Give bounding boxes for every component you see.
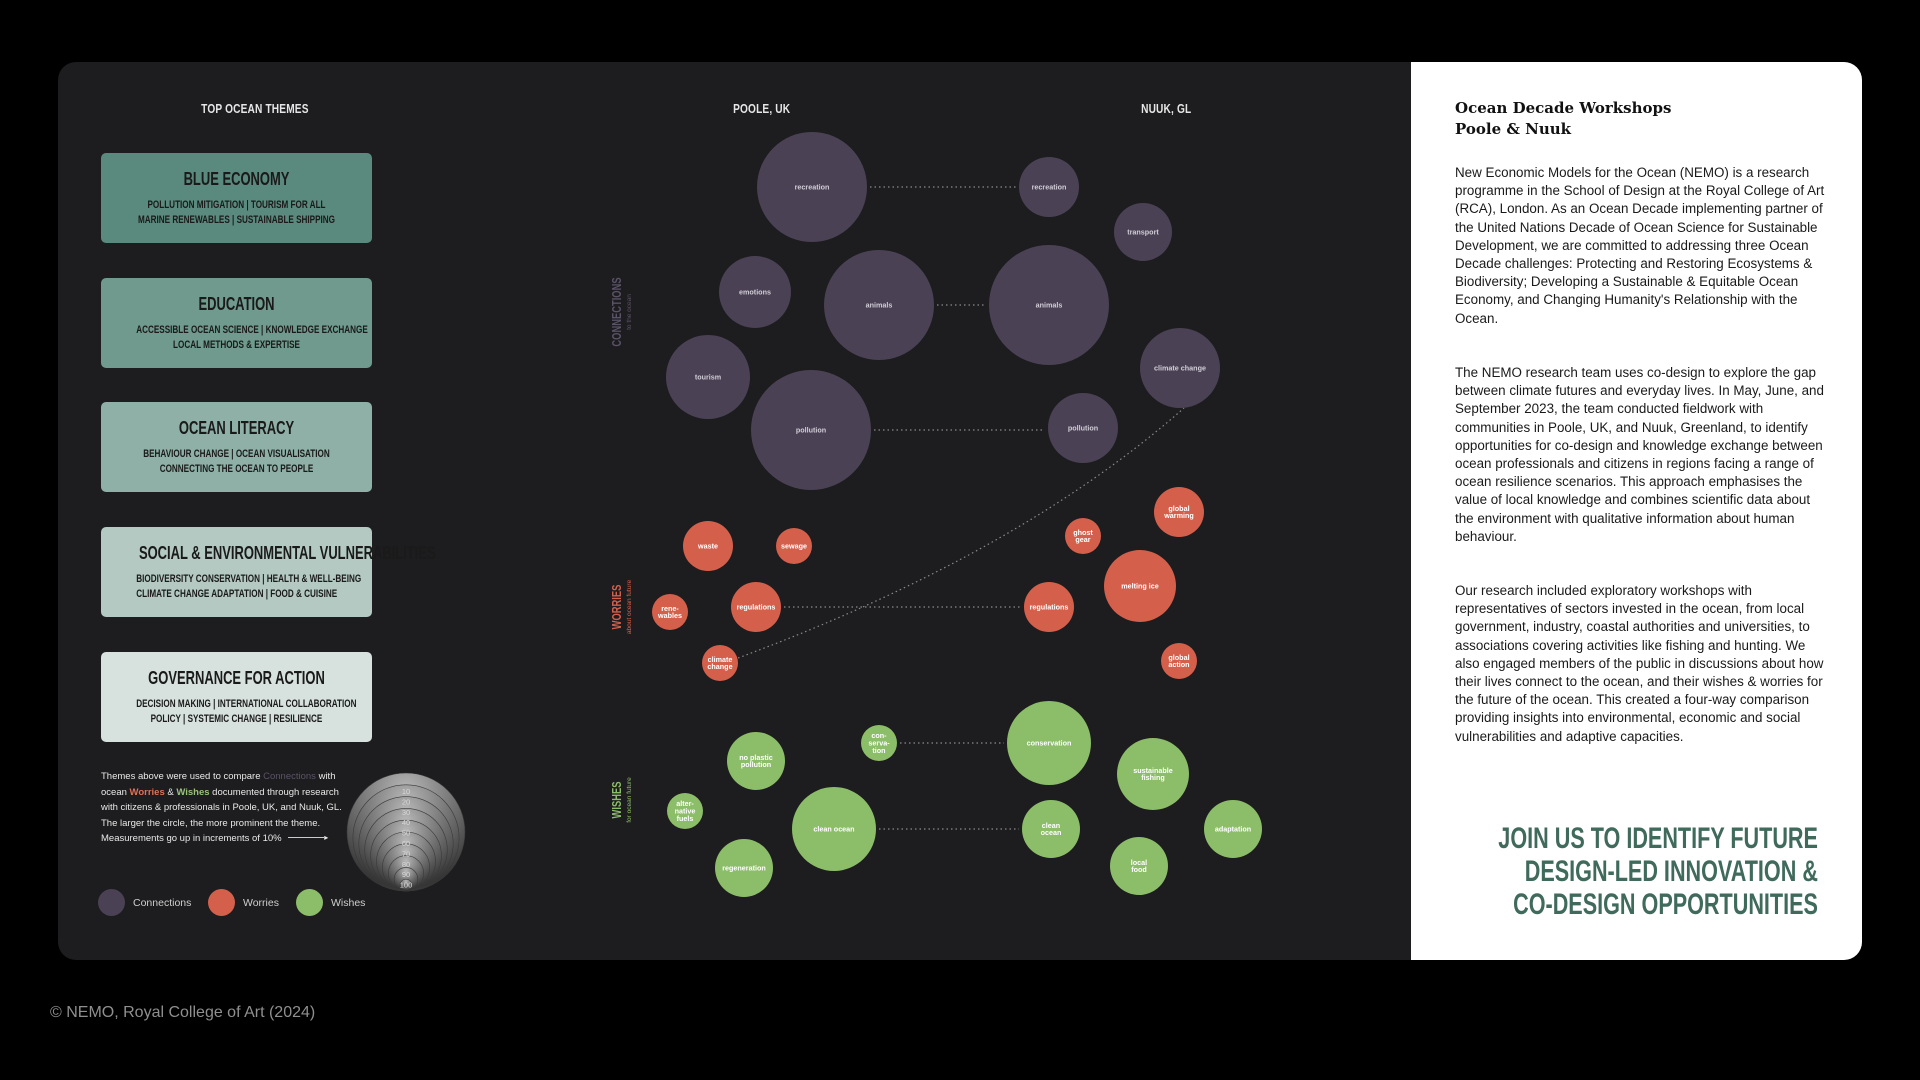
cta-line-3: CO-DESIGN OPPORTUNITIES [1513,888,1818,921]
bubble-connection [751,370,871,490]
row-label [611,777,633,823]
row-label [611,580,633,635]
scale-tick-label: 20 [401,797,411,807]
bubble-label: regeneration [722,863,766,873]
note-text-3: documented through research with citizens & professionals in Poole, UK, and Nuuk, GL. The larger the circle, the more prominent the theme. Measurements go up in increments of 10% [101,786,342,844]
theme-subtitle: CLIMATE CHANGE ADAPTATION | FOOD & CUISINE [136,588,338,600]
bubble-connection [757,132,867,242]
bubble-worry [1154,487,1204,537]
bubble-connection [1019,157,1079,217]
call-to-action[interactable] [1498,822,1818,921]
scale-tick-label: 30 [401,807,411,817]
bubble-worry [702,645,738,681]
bubble-connection [719,256,791,328]
theme-title: GOVERNANCE FOR ACTION [148,668,325,688]
bubble-label: melting ice [1121,581,1159,591]
scale-tick-label: 50 [401,828,411,838]
bubble-connection [1140,328,1220,408]
legend-label: Wishes [331,896,366,909]
row-label [611,277,633,346]
bubble-label: animals [1035,300,1063,310]
bubble-worry [1161,643,1197,679]
bubble-wish [727,732,785,790]
info-title-line1: Ocean Decade Workshops [1455,99,1672,117]
column-poole: POOLE, UK [733,101,791,116]
legend-label: Worries [243,896,279,909]
bubble-wish [861,725,897,761]
bubble-label: climate change [1154,363,1206,373]
bubble-label: regulations [1029,602,1069,612]
bubble-worry [1065,518,1101,554]
row-label-title: WISHES [610,781,625,819]
bubble-worry [1104,550,1176,622]
info-paragraph-3: Our research included exploratory workshops with representatives of sectors invested in the ocean, from local government, industry, coastal authorities and universities, to associations covering activities like fishing and hunting. We also engaged members of the public in discussions about how their lives connect to the ocean, and their wishes & worries for the future of the ocean. This created a four-way comparison providing insights into environmental, economic and social vulnerabilities and adaptive capacities. [1455,583,1824,744]
note-worries: Worries [129,786,165,798]
bubble-label: rene-wables [658,603,682,621]
infographic-panel [58,62,1862,960]
bubble-worry [1024,582,1074,632]
bubble-worry [683,521,733,571]
bubble-label: clean ocean [813,824,855,834]
theme-title: OCEAN LITERACY [178,418,295,438]
info-title-line2: Poole & Nuuk [1455,120,1572,138]
bubble-worry [731,582,781,632]
bubble-label: recreation [794,182,830,192]
theme-title: EDUCATION [198,294,275,314]
bubble-label: global warming [1164,503,1194,521]
bubble-worry [776,528,812,564]
info-panel [1411,62,1862,960]
bubble-worry [652,594,688,630]
theme-subtitle: POLICY | SYSTEMIC CHANGE | RESILIENCE [150,713,323,725]
theme-title: BLUE ECONOMY [183,169,290,189]
bubble-label: local food [1130,857,1148,875]
bubble-wish [1204,800,1262,858]
bubble-diagram [58,62,1411,960]
note-text-1: Themes above were used to compare [101,771,264,782]
note-text-2: with ocean [101,771,336,798]
bubble-wish [667,793,703,829]
scale-tick-label: 100 [399,880,413,890]
scale-tick-label: 80 [401,859,411,869]
note-wishes: Wishes [176,786,210,798]
themes-heading: TOP OCEAN THEMES [201,101,309,116]
bubble-label: adaptation [1214,824,1252,834]
theme-subtitle: LOCAL METHODS & EXPERTISE [173,339,300,351]
scale-tick-label: 10 [401,787,411,796]
bubble-label: pollution [1067,423,1099,433]
scale-tick-label: 90 [401,870,411,880]
bubble-label: pollution [795,425,827,435]
row-label-title: WORRIES [610,584,625,630]
bubble-label: alter-native fuels [674,799,696,823]
info-paragraph-2: The NEMO research team uses co-design to explore the gap between climate futures and everyday lives. In May, June, and September 2023, the team conducted fieldwork with communities in Poole, UK, and Nuuk, Greenland, to identify opportunities for co-design and knowledge exchange between ocean professionals and citizens in regions facing a range of ocean resilience scenarios. This approach emphasises the value of local knowledge and combines scientific data about the environment with qualitative information about human behaviour. [1455,365,1824,544]
bubble-connection [1114,203,1172,261]
bubble-wish [715,839,773,897]
note-connections: Connections [263,771,316,782]
bubble-label: ghost gear [1073,527,1093,545]
bubble-label: climate change [707,654,733,672]
row-label-sub: to the ocean [626,294,633,330]
legend-label: Connections [133,896,192,909]
bubble-connection [1048,393,1118,463]
bubble-connection [666,335,750,419]
bubble-label: no plastic pollution [739,752,773,770]
bubble-label: emotions [739,287,771,297]
bubble-label: sustainable fishing [1133,765,1173,783]
bubble-wish [1117,738,1189,810]
theme-subtitle: BIODIVERSITY CONSERVATION | HEALTH & WELL-BEING [136,573,362,585]
theme-subtitle: DECISION MAKING | INTERNATIONAL COLLABORATION [136,698,357,710]
bubble-wish [1110,837,1168,895]
scale-tick-label: 70 [401,849,411,859]
row-label-sub: about ocean future [626,579,633,635]
bubble-label: sewage [781,541,807,551]
info-paragraph-1: New Economic Models for the Ocean (NEMO) is a research programme in the School of Design at the Royal College of Art (RCA), London. As an Ocean Decade implementing partner of the United Nations Decade of Ocean Science for Sustainable Development, we are committed to addressing three Ocean Decade challenges: Protecting and Restoring Ecosystems & Biodiversity; Developing a Sustainable & Equitable Ocean Economy, and Changing Humanity's Relationship with the Ocean. [1455,165,1825,326]
row-label-title: CONNECTIONS [610,277,625,347]
column-nuuk: NUUK, GL [1141,101,1192,116]
theme-title: SOCIAL & ENVIRONMENTAL VULNERABILITIES [138,543,436,563]
bubble-label: regulations [736,602,776,612]
note-amp: & [164,786,177,798]
arrow-head-icon: ▸ [324,833,329,842]
bubble-wish [792,787,876,871]
cta-line-1: JOIN US TO IDENTIFY FUTURE [1498,822,1818,855]
bubble-label: con-serva-tion [868,731,890,755]
bubble-label: tourism [694,372,722,382]
bubble-label: global action [1168,652,1190,670]
bubble-label: clean ocean [1040,820,1062,838]
bubble-wish [1007,701,1091,785]
copyright: © NEMO, Royal College of Art (2024) [50,1004,316,1021]
bubble-wish [1022,800,1080,858]
theme-subtitle: ACCESSIBLE OCEAN SCIENCE | KNOWLEDGE EXCHANGE [136,324,368,336]
bubble-label: recreation [1031,182,1067,192]
info-title [1455,98,1671,140]
theme-subtitle: POLLUTION MITIGATION | TOURISM FOR ALL [147,199,326,211]
bubble-connection [824,250,934,360]
scale-tick-label: 60 [401,839,411,848]
bubble-label: animals [865,300,893,310]
theme-subtitle: MARINE RENEWABLES | SUSTAINABLE SHIPPING [137,214,336,226]
theme-subtitle: BEHAVIOUR CHANGE | OCEAN VISUALISATION [143,448,330,460]
bubble-label: conservation [1026,738,1072,748]
cta-line-2: DESIGN-LED INNOVATION & [1524,855,1818,888]
row-label-sub: for ocean future [626,777,633,823]
theme-subtitle: CONNECTING THE OCEAN TO PEOPLE [159,463,314,475]
bubble-label: waste [698,541,718,551]
bubble-label: transport [1127,227,1159,237]
scale-tick-label: 40 [401,818,411,828]
bubble-connection [989,245,1109,365]
